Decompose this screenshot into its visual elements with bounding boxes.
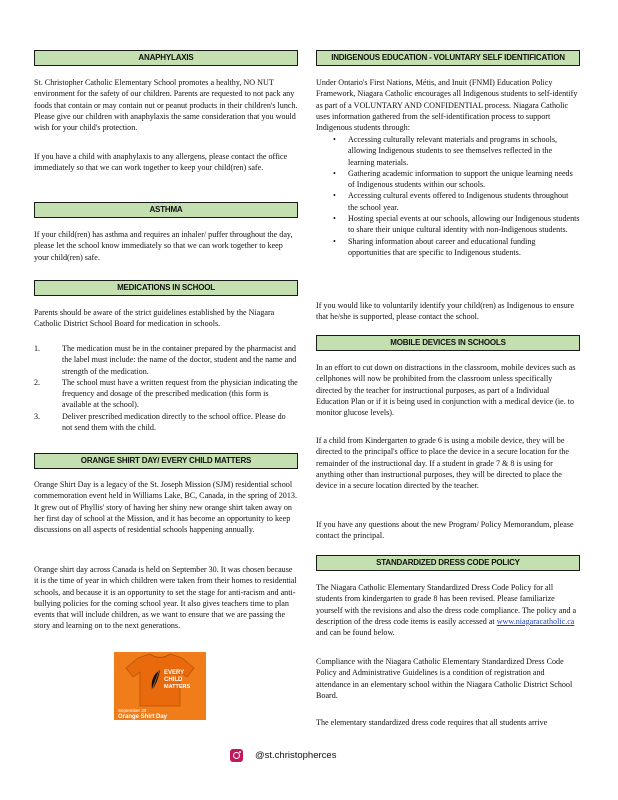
medications-paragraph: Parents should be aware of the strict guidelines established by the Niagara Catholic District School Board for medication in schools. [34,308,275,329]
shirt-text-child: CHILD [164,677,183,683]
list-item: • Accessing cultural events offered to Indigenous students throughout the school year. [333,191,569,212]
indigenous-paragraph-1: Under Ontario's First Nations, Métis, and Inuit (FNMI) Education Policy Framework, Niagara Catholic encourages all Indigenous students to self-identify as part of a VOLUNTARY AND CONFIDENTIAL process. Niagara Catholic uses information gathered from the self-identification process to support Indigenous students through: [316,78,578,133]
list-item: 3. Deliver prescribed medication directly to the school office. Please do not send them with the child. [34,411,286,433]
bullet-icon: • [333,168,336,178]
asthma-heading: ASTHMA [34,202,298,218]
orange-shirt-paragraph-1: Orange Shirt Day is a legacy of the St. Joseph Mission (SJM) residential school commemoration event held in Williams Lake, BC, Canada, in the spring of 2013. It grew out of Phyllis' story of having her shiny new orange shirt taken away on her first day of school at the Mission, and it has become an opportunity to keep discussions on all aspects of residential schools happening annually. [34,480,297,535]
anaphylaxis-paragraph-1: St. Christopher Catholic Elementary School promotes a healthy, NO NUT environment for the safety of our children. Parents are requested to not pack any foods that contain or may contain nut or peanut products in their children's lunch. Please give our children with anaphylaxis the same consideration that you would wish for your child's protection. [34,78,298,133]
bullet-icon: • [333,191,336,201]
dress-paragraph-1: The Niagara Catholic Elementary Standardized Dress Code Policy for all students from kindergarten to grade 8 has been revised. Please familiarize yourself with the revisions and also the dress code compliance. The policy and a description of the dress code items is easily accessed at www.niagaracatholic.ca and can be found below. [316,583,577,638]
indigenous-heading: INDIGENOUS EDUCATION - VOLUNTARY SELF IDENTIFICATION [316,50,580,66]
mobile-paragraph-2: If a child from Kindergarten to grade 6 is using a mobile device, they will be directed to the principal's office to place the device in a secure location for the remainder of the instructional day. If a student in grade 7 & 8 is using for anything other than instructional purposes, they will be directed to place the device in a secure location directed by the teacher. [316,436,570,491]
list-item: • Gathering academic information to support the unique learning needs of Indigenous students within our schools. [333,168,573,190]
anaphylaxis-paragraph-2: If you have a child with anaphylaxis to any allergens, please contact the office immediately so that we can work together to keep your child(ren) safe. [34,152,288,173]
orange-shirt-paragraph-2: Orange shirt day across Canada is held on September 30. It was chosen because it is the time of year in which children were taken from their homes to residential schools, and because it is an opportunity to set the stage for anti-racism and anti-bullying policies for the coming school year. It also gives teachers time to plan events that will include children, as we want to ensure that we are passing the story and learning on to the next generations. [34,565,297,631]
footer [230,749,336,762]
shirt-caption-day: Orange Shirt Day [118,714,168,720]
mobile-devices-heading: MOBILE DEVICES IN SCHOOLS [316,335,580,351]
orange-shirt-image [114,652,206,720]
shirt-text-matters: MATTERS [164,684,191,690]
indigenous-bullet-list [316,134,580,258]
list-item: • Hosting special events at our schools, allowing our Indigenous students to share their unique cultural identity with non-Indigenous students. [333,214,580,235]
indigenous-paragraph-2: If you would like to voluntarily identify your child(ren) as Indigenous to ensure that he/she is supported, please contact the school. [316,301,575,322]
instagram-handle[interactable]: @st.christopherces [255,750,337,761]
bullet-icon: • [333,214,336,224]
orange-shirt-heading: ORANGE SHIRT DAY/ EVERY CHILD MATTERS [34,453,298,469]
instagram-icon[interactable] [230,749,243,762]
dress-paragraph-3: The elementary standardized dress code requires that all students arrive [316,718,548,727]
list-item: • Accessing culturally relevant materials and programs in schools, allowing Indigenous students to see themselves reflected in the learning materials. [333,135,558,167]
dress-code-heading: STANDARDIZED DRESS CODE POLICY [316,555,580,571]
mobile-paragraph-1: In an effort to cut down on distractions in the classroom, mobile devices such as cellphones will now be prohibited from the classroom unless specifically directed by the teacher for instructional purposes, as part of a Individual Education Plan or if it is being used in conjunction with a medical device (ie. to monitor glucose levels). [316,363,576,418]
bullet-icon: • [333,135,336,144]
medications-heading: MEDICATIONS IN SCHOOL [34,280,298,296]
mobile-paragraph-3: If you have any questions about the new Program/ Policy Memorandum, please contact the principal. [316,520,574,541]
medications-list [34,343,298,433]
shirt-caption-date: September 30 [118,708,147,713]
shirt-text-every: EVERY [164,670,185,676]
orange-shirt-graphic [114,652,206,720]
bullet-icon: • [333,236,336,246]
asthma-paragraph: If your child(ren) has asthma and requires an inhaler/ puffer throughout the day, please let the school know immediately so that we can work together to keep your child(ren) safe. [34,230,293,262]
dress-paragraph-2: Compliance with the Niagara Catholic Elementary Standardized Dress Code Policy and Administrative Guidelines is a condition of registration and attendance in an elementary school within the Niagara Catholic District School Board. [316,657,573,700]
anaphylaxis-heading: ANAPHYLAXIS [34,50,298,66]
list-item: 1. The medication must be in the container prepared by the pharmacist and the label must include: the name of the doctor, student and the name and strength of the medication. [34,344,297,376]
list-item: 2. The school must have a written request from the physician indicating the frequency and dosage of the prescribed medication (this form is available at the school). [34,377,298,410]
list-item: • Sharing information about career and educational funding opportunities that are specific to Indigenous students. [333,236,536,257]
niagara-catholic-link[interactable]: www.niagaracatholic.ca [496,616,575,626]
